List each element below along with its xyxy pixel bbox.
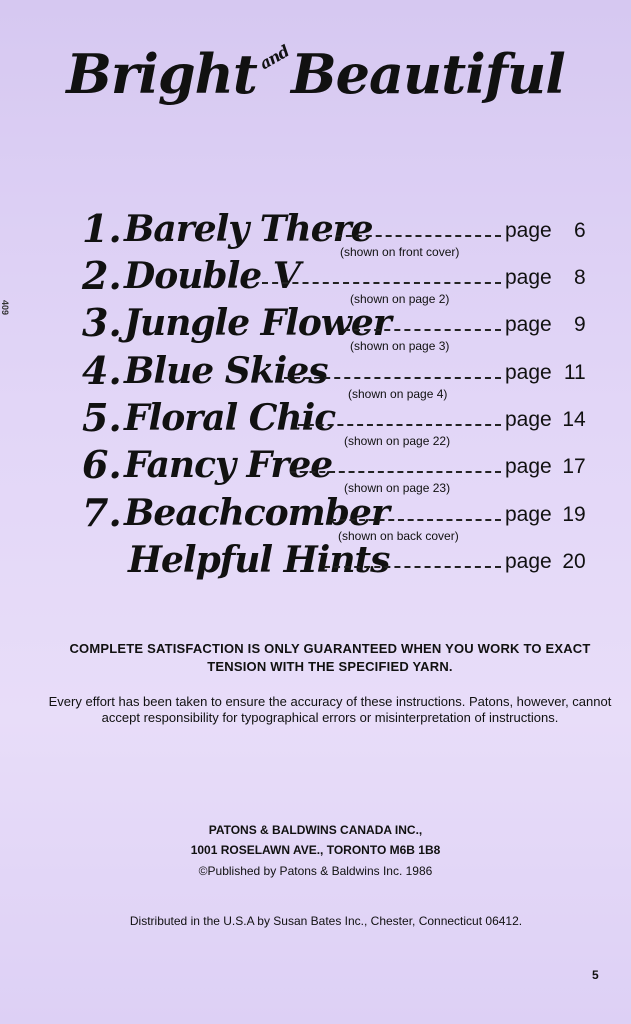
accuracy-disclaimer: Every effort has been taken to ensure the accuracy of these instructions. Patons, however, cannot accept responsibility for typographical errors or misinterpretation of instructions. [48, 694, 612, 725]
toc-title: Helpful Hints [128, 539, 390, 581]
toc-title: Double V [124, 255, 300, 297]
toc-number: 1. [82, 206, 122, 251]
page-number: 5 [592, 968, 599, 982]
title-left: Bright [66, 42, 257, 106]
toc-title: Fancy Free [124, 444, 333, 486]
toc-leader [324, 566, 501, 568]
toc-leader [284, 377, 501, 379]
toc-shown-note: (shown on front cover) [340, 245, 460, 259]
toc-page-ref: page 19 [505, 503, 586, 526]
toc-shown-note: (shown on page 4) [348, 387, 448, 401]
toc-leader [290, 471, 501, 473]
page-title [0, 42, 631, 106]
toc-item[interactable] [0, 252, 631, 306]
toc-item[interactable] [0, 299, 631, 353]
company-name: PATONS & BALDWINS CANADA INC., [208, 823, 423, 837]
toc-title: Beachcomber [124, 492, 389, 534]
spine-mark: 409 [0, 300, 10, 316]
toc-item[interactable] [0, 394, 631, 448]
toc-page-ref: page 6 [505, 219, 586, 242]
toc-page-ref: page 8 [505, 266, 586, 289]
toc-leader [298, 424, 501, 426]
toc-shown-note: (shown on back cover) [338, 529, 459, 543]
toc-number: 2. [82, 253, 122, 298]
title-right: Beautiful [291, 42, 565, 106]
toc-item[interactable] [0, 536, 631, 584]
toc-number: 7. [82, 490, 122, 535]
toc-page-ref: page 11 [505, 361, 586, 384]
toc-shown-note: (shown on page 23) [344, 481, 451, 495]
toc-number: 4. [82, 348, 122, 393]
publisher-address [0, 820, 631, 860]
toc-title: Jungle Flower [124, 302, 391, 344]
toc-page-ref: page 14 [505, 408, 586, 431]
copyright-line: ©Published by Patons & Baldwins Inc. 1986 [198, 864, 433, 878]
toc-item[interactable] [0, 489, 631, 543]
tension-warning: COMPLETE SATISFACTION IS ONLY GUARANTEED WHEN YOU WORK TO EXACT TENSION WITH THE SPECIFIED YARN. [69, 641, 591, 674]
toc-number: 3. [82, 300, 122, 345]
toc-shown-note: (shown on page 2) [350, 292, 450, 306]
title-and: and [256, 41, 292, 74]
toc-page-ref: page 20 [505, 550, 586, 573]
toc-leader [344, 329, 501, 331]
toc-leader [326, 235, 501, 237]
toc-item[interactable] [0, 205, 631, 259]
toc-page-ref: page 17 [505, 455, 586, 478]
toc-shown-note: (shown on page 22) [344, 434, 451, 448]
toc-page-ref: page 9 [505, 313, 586, 336]
toc-leader [262, 282, 501, 284]
toc-item[interactable] [0, 347, 631, 401]
company-street: 1001 ROSELAWN AVE., TORONTO M6B 1B8 [190, 843, 441, 857]
toc-title: Blue Skies [124, 350, 328, 392]
toc-title: Barely There [124, 208, 373, 250]
toc-number: 5. [82, 395, 122, 440]
toc-title: Floral Chic [124, 397, 336, 439]
toc-number: 6. [82, 442, 122, 487]
toc-item[interactable] [0, 441, 631, 495]
distribution-line: Distributed in the U.S.A by Susan Bates Inc., Chester, Connecticut 06412. [129, 914, 523, 928]
toc-shown-note: (shown on page 3) [350, 339, 450, 353]
toc-leader [330, 519, 501, 521]
